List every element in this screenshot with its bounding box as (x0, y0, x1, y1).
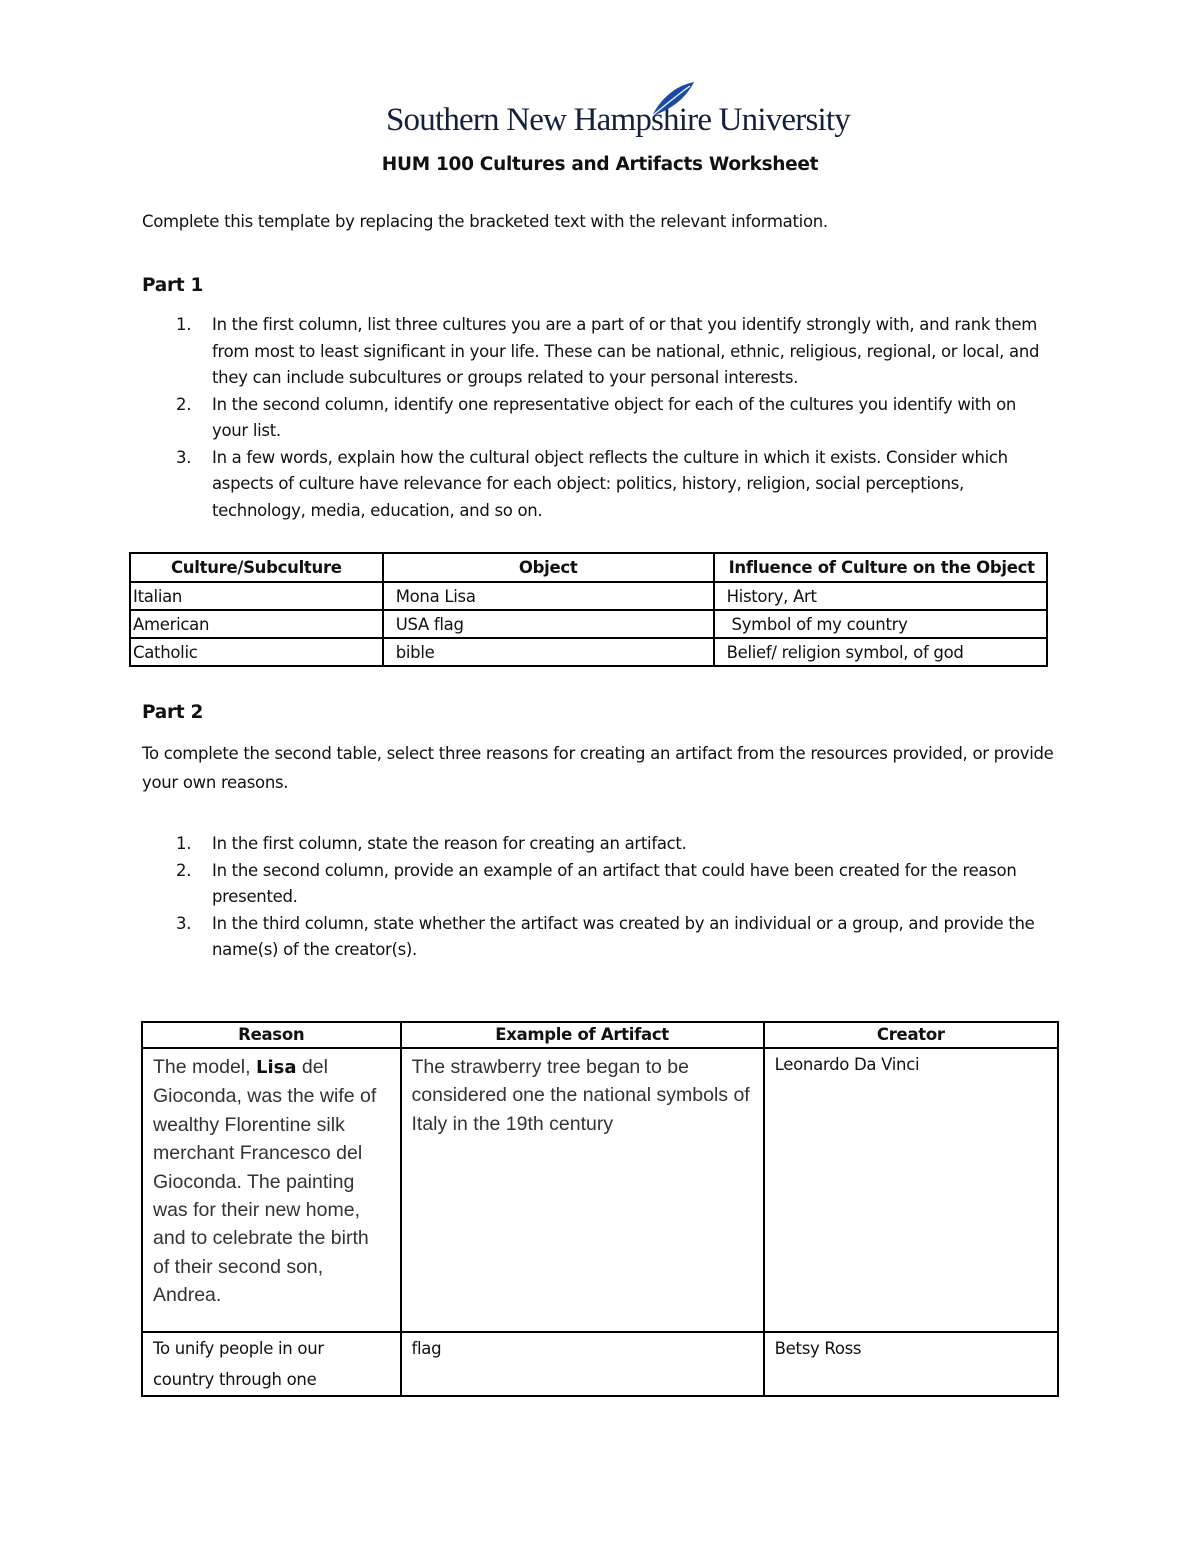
table-row (142, 1048, 1058, 1332)
table-cell: Symbol of my country (714, 610, 1047, 638)
table-cell: Italian (130, 582, 383, 610)
table-cell: Betsy Ross (764, 1332, 1058, 1396)
part2-intro: To complete the second table, select three reasons for creating an artifact from the resources provided, or provide your own reasons. (142, 744, 1054, 792)
list-item: 1. In the first column, list three cultures you are a part of or that you identify strongly with, and rank them from most to least significant in your life. These can be national, ethnic, religious, regional, or local, and they can include subcultures or groups related to your personal interests. (176, 315, 1040, 387)
column-header: Object (383, 553, 714, 582)
part2-heading: Part 2 (142, 702, 204, 723)
table-cell: The model, Lisa del Gioconda, was the wife of wealthy Florentine silk merchant Francesco del Gioconda. The painting was for their new home, and to celebrate the birth of their second son, Andrea. (142, 1048, 401, 1332)
page-title: HUM 100 Cultures and Artifacts Worksheet (381, 154, 819, 175)
part2-steps (142, 831, 1042, 964)
university-logo (386, 80, 850, 146)
table-cell: History, Art (714, 582, 1047, 610)
table-cell: Belief/ religion symbol, of god (714, 638, 1047, 666)
table-cell: flag (401, 1332, 764, 1396)
artifacts-table (141, 1021, 1059, 1397)
table-row (130, 582, 1047, 610)
column-header: Culture/Subculture (130, 553, 383, 582)
list-item: 2. In the second column, identify one representative object for each of the cultures you identify with on your list. (176, 394, 1017, 440)
part1-steps (142, 312, 1042, 524)
list-item: 2. In the second column, provide an example of an artifact that could have been created for the reason presented. (176, 860, 1017, 906)
table-header-row (130, 553, 1047, 582)
table-cell: USA flag (383, 610, 714, 638)
column-header: Creator (764, 1022, 1058, 1048)
table-row (130, 610, 1047, 638)
cultures-table (129, 552, 1048, 667)
table-cell: American (130, 610, 383, 638)
list-item: 3. In the third column, state whether the artifact was created by an individual or a group, and provide the name(s) of the creator(s). (176, 913, 1035, 959)
table-cell: The strawberry tree began to be considered one the national symbols of Italy in the 19th century (401, 1048, 764, 1332)
feather-leaf-icon (648, 80, 698, 120)
table-header-row (142, 1022, 1058, 1048)
table-cell: To unify people in our country through one (142, 1332, 401, 1396)
table-row (130, 638, 1047, 666)
column-header: Reason (142, 1022, 401, 1048)
logo-text: Southern New Hampshire University (386, 102, 850, 138)
part1-heading: Part 1 (142, 275, 204, 296)
table-cell: bible (383, 638, 714, 666)
table-cell: Mona Lisa (383, 582, 714, 610)
table-cell: Catholic (130, 638, 383, 666)
column-header: Example of Artifact (401, 1022, 764, 1048)
table-cell: Leonardo Da Vinci (764, 1048, 1058, 1332)
table-row (142, 1332, 1058, 1396)
list-item: 1. In the first column, state the reason for creating an artifact. (176, 834, 687, 853)
list-item: 3. In a few words, explain how the cultural object reflects the culture in which it exists. Consider which aspects of culture have relevance for each object: politics, history, religion, social perceptions, technology, media, education, and so on. (176, 447, 1008, 520)
column-header: Influence of Culture on the Object (714, 553, 1047, 582)
intro-text: Complete this template by replacing the bracketed text with the relevant information. (142, 212, 828, 231)
